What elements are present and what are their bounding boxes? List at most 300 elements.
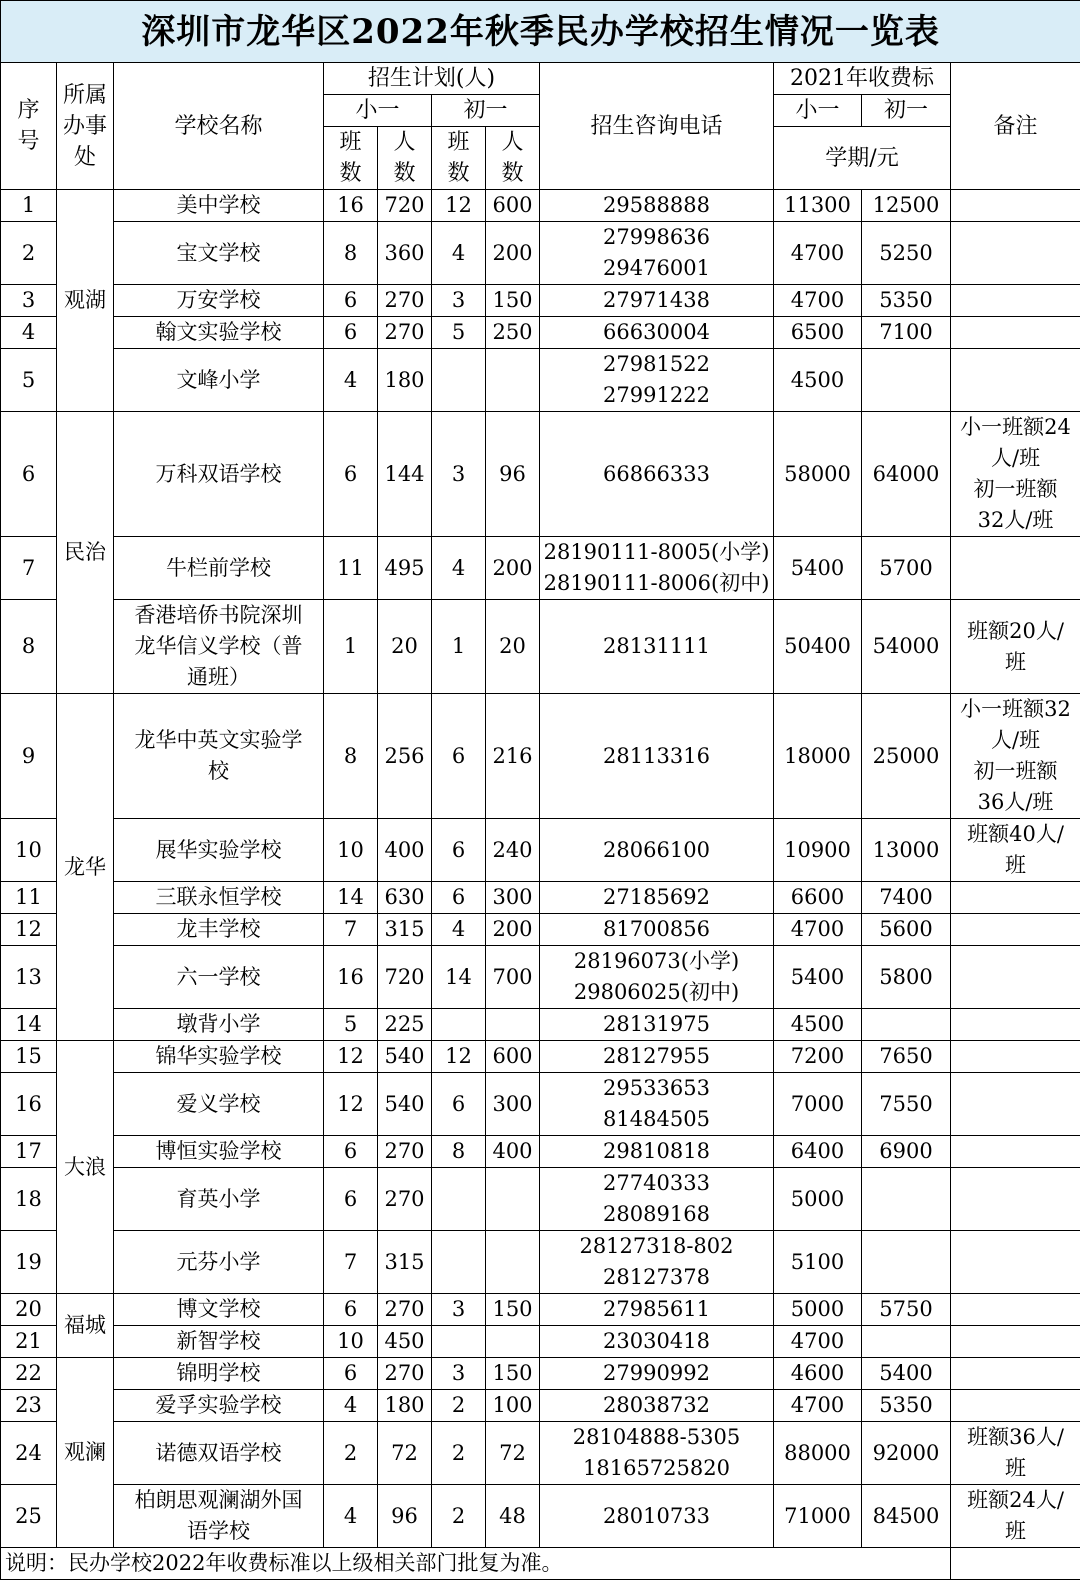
- table-row: [1, 694, 1080, 819]
- grade1-classes: 10: [324, 1326, 378, 1358]
- grade1-people: 180: [378, 1390, 432, 1422]
- phone: 27971438: [540, 285, 774, 317]
- fee-grade7: 64000: [862, 412, 951, 537]
- grade7-people: 150: [486, 285, 540, 317]
- grade1-people: 630: [378, 882, 432, 914]
- office-cell: 福城: [57, 1294, 114, 1358]
- grade7-people: 600: [486, 1041, 540, 1073]
- grade1-people: 96: [378, 1485, 432, 1548]
- header-office: 所属 办事 处: [57, 63, 114, 190]
- grade7-classes: 12: [432, 1041, 486, 1073]
- school-name: 博文学校: [114, 1294, 324, 1326]
- row-number: 24: [1, 1422, 57, 1485]
- fee-grade1: 4700: [774, 285, 862, 317]
- grade7-people: 150: [486, 1358, 540, 1390]
- header-fee-unit: 学期/元: [774, 127, 951, 190]
- grade7-classes: 3: [432, 285, 486, 317]
- grade1-classes: 6: [324, 1136, 378, 1168]
- remark: [951, 222, 1080, 285]
- phone: 27981522 27991222: [540, 349, 774, 412]
- row-number: 8: [1, 600, 57, 694]
- row-number: 3: [1, 285, 57, 317]
- remark: [951, 1390, 1080, 1422]
- phone: 27998636 29476001: [540, 222, 774, 285]
- fee-grade1: 4700: [774, 914, 862, 946]
- phone: 28038732: [540, 1390, 774, 1422]
- fee-grade7: 7550: [862, 1073, 951, 1136]
- grade1-classes: 12: [324, 1041, 378, 1073]
- header-people-grade7: 人 数: [486, 127, 540, 190]
- phone: 28066100: [540, 819, 774, 882]
- fee-grade7: 6900: [862, 1136, 951, 1168]
- page-title: 深圳市龙华区2022年秋季民办学校招生情况一览表: [1, 1, 1080, 63]
- row-number: 13: [1, 946, 57, 1009]
- grade7-people: [486, 1168, 540, 1231]
- fee-grade1: 5000: [774, 1294, 862, 1326]
- remark: [951, 946, 1080, 1009]
- remark: [951, 317, 1080, 349]
- grade1-classes: 6: [324, 1168, 378, 1231]
- phone: 28131111: [540, 600, 774, 694]
- grade7-classes: [432, 1231, 486, 1294]
- grade7-classes: 5: [432, 317, 486, 349]
- grade7-people: 200: [486, 222, 540, 285]
- grade1-people: 270: [378, 1168, 432, 1231]
- grade7-classes: 3: [432, 1358, 486, 1390]
- phone: 28010733: [540, 1485, 774, 1548]
- grade1-people: 270: [378, 1294, 432, 1326]
- fee-grade1: 11300: [774, 190, 862, 222]
- grade1-classes: 8: [324, 222, 378, 285]
- grade7-people: 700: [486, 946, 540, 1009]
- grade1-classes: 2: [324, 1422, 378, 1485]
- school-name: 翰文实验学校: [114, 317, 324, 349]
- school-name: 博恒实验学校: [114, 1136, 324, 1168]
- school-name: 爱孚实验学校: [114, 1390, 324, 1422]
- phone: 29533653 81484505: [540, 1073, 774, 1136]
- grade7-people: 600: [486, 190, 540, 222]
- school-name: 爱义学校: [114, 1073, 324, 1136]
- table-row: [1, 819, 1080, 882]
- grade1-people: 270: [378, 1136, 432, 1168]
- remark: [951, 1073, 1080, 1136]
- phone: 28113316: [540, 694, 774, 819]
- grade7-classes: 1: [432, 600, 486, 694]
- grade7-people: 72: [486, 1422, 540, 1485]
- table-row: [1, 1231, 1080, 1294]
- grade7-people: 216: [486, 694, 540, 819]
- row-number: 23: [1, 1390, 57, 1422]
- school-name: 新智学校: [114, 1326, 324, 1358]
- grade7-classes: 2: [432, 1485, 486, 1548]
- grade7-people: 20: [486, 600, 540, 694]
- fee-grade1: 4600: [774, 1358, 862, 1390]
- grade7-people: [486, 349, 540, 412]
- table-row: [1, 1422, 1080, 1485]
- phone: 81700856: [540, 914, 774, 946]
- remark: [951, 190, 1080, 222]
- school-name: 万安学校: [114, 285, 324, 317]
- school-name: 柏朗思观澜湖外国 语学校: [114, 1485, 324, 1548]
- grade7-classes: 6: [432, 819, 486, 882]
- remark: 小一班额24 人/班 初一班额 32人/班: [951, 412, 1080, 537]
- school-name: 诺德双语学校: [114, 1422, 324, 1485]
- grade1-people: 72: [378, 1422, 432, 1485]
- office-cell: 观澜: [57, 1358, 114, 1548]
- header-plan-grade1: 小一: [324, 95, 432, 127]
- row-number: 15: [1, 1041, 57, 1073]
- row-number: 7: [1, 537, 57, 600]
- office-cell: 大浪: [57, 1041, 114, 1294]
- fee-grade7: 54000: [862, 600, 951, 694]
- grade1-classes: 12: [324, 1073, 378, 1136]
- grade7-people: 300: [486, 882, 540, 914]
- phone: 27740333 28089168: [540, 1168, 774, 1231]
- grade7-people: 400: [486, 1136, 540, 1168]
- phone: 23030418: [540, 1326, 774, 1358]
- fee-grade7: [862, 349, 951, 412]
- footer-empty-cell: [951, 1548, 1080, 1580]
- fee-grade7: 12500: [862, 190, 951, 222]
- table-row: [1, 285, 1080, 317]
- remark: 班额20人/ 班: [951, 600, 1080, 694]
- grade1-classes: 16: [324, 190, 378, 222]
- grade1-classes: 11: [324, 537, 378, 600]
- row-number: 4: [1, 317, 57, 349]
- grade1-people: 20: [378, 600, 432, 694]
- school-name: 展华实验学校: [114, 819, 324, 882]
- grade7-classes: 12: [432, 190, 486, 222]
- grade1-classes: 16: [324, 946, 378, 1009]
- grade7-people: [486, 1326, 540, 1358]
- row-number: 19: [1, 1231, 57, 1294]
- fee-grade1: 4500: [774, 349, 862, 412]
- row-number: 6: [1, 412, 57, 537]
- remark: [951, 349, 1080, 412]
- remark: [951, 882, 1080, 914]
- fee-grade1: 18000: [774, 694, 862, 819]
- grade1-classes: 6: [324, 1358, 378, 1390]
- grade1-people: 400: [378, 819, 432, 882]
- fee-grade1: 6400: [774, 1136, 862, 1168]
- row-number: 16: [1, 1073, 57, 1136]
- grade7-people: 150: [486, 1294, 540, 1326]
- grade7-people: [486, 1231, 540, 1294]
- grade7-classes: 3: [432, 412, 486, 537]
- school-name: 锦明学校: [114, 1358, 324, 1390]
- grade1-classes: 7: [324, 1231, 378, 1294]
- fee-grade7: 5250: [862, 222, 951, 285]
- fee-grade7: [862, 1168, 951, 1231]
- header-classes-grade1: 班 数: [324, 127, 378, 190]
- grade1-people: 270: [378, 285, 432, 317]
- table-row: [1, 537, 1080, 600]
- fee-grade1: 5000: [774, 1168, 862, 1231]
- phone: 66866333: [540, 412, 774, 537]
- fee-grade1: 5400: [774, 946, 862, 1009]
- fee-grade1: 4700: [774, 222, 862, 285]
- phone: 28190111-8005(小学) 28190111-8006(初中): [540, 537, 774, 600]
- fee-grade7: 5700: [862, 537, 951, 600]
- grade7-classes: [432, 1009, 486, 1041]
- remark: [951, 1326, 1080, 1358]
- row-number: 22: [1, 1358, 57, 1390]
- row-number: 12: [1, 914, 57, 946]
- remark: [951, 1358, 1080, 1390]
- school-name: 香港培侨书院深圳 龙华信义学校（普 通班）: [114, 600, 324, 694]
- header-plan-grade7: 初一: [432, 95, 540, 127]
- header-phone: 招生咨询电话: [540, 63, 774, 190]
- grade7-people: 200: [486, 537, 540, 600]
- phone: 28196073(小学) 29806025(初中): [540, 946, 774, 1009]
- grade7-classes: [432, 1168, 486, 1231]
- grade1-people: 720: [378, 190, 432, 222]
- fee-grade1: 4700: [774, 1326, 862, 1358]
- school-name: 宝文学校: [114, 222, 324, 285]
- grade1-classes: 1: [324, 600, 378, 694]
- fee-grade7: 25000: [862, 694, 951, 819]
- remark: [951, 1009, 1080, 1041]
- table-row: [1, 222, 1080, 285]
- grade1-classes: 8: [324, 694, 378, 819]
- grade1-classes: 6: [324, 412, 378, 537]
- grade7-classes: 6: [432, 882, 486, 914]
- school-name: 三联永恒学校: [114, 882, 324, 914]
- grade1-classes: 6: [324, 285, 378, 317]
- grade7-classes: [432, 1326, 486, 1358]
- fee-grade1: 50400: [774, 600, 862, 694]
- fee-grade7: 5400: [862, 1358, 951, 1390]
- fee-grade7: [862, 1009, 951, 1041]
- phone: 27985611: [540, 1294, 774, 1326]
- table-row: [1, 349, 1080, 412]
- fee-grade7: 5750: [862, 1294, 951, 1326]
- grade1-people: 180: [378, 349, 432, 412]
- phone: 28127955: [540, 1041, 774, 1073]
- school-name: 龙华中英文实验学 校: [114, 694, 324, 819]
- table-row: [1, 1390, 1080, 1422]
- school-name: 牛栏前学校: [114, 537, 324, 600]
- phone: 66630004: [540, 317, 774, 349]
- grade7-people: 96: [486, 412, 540, 537]
- grade7-people: 250: [486, 317, 540, 349]
- grade1-people: 256: [378, 694, 432, 819]
- grade7-people: 100: [486, 1390, 540, 1422]
- grade7-people: 200: [486, 914, 540, 946]
- fee-grade1: 6500: [774, 317, 862, 349]
- school-name: 育英小学: [114, 1168, 324, 1231]
- school-name: 元芬小学: [114, 1231, 324, 1294]
- grade7-classes: 2: [432, 1422, 486, 1485]
- remark: 班额40人/ 班: [951, 819, 1080, 882]
- phone: 28127318-802 28127378: [540, 1231, 774, 1294]
- grade7-classes: [432, 349, 486, 412]
- remark: [951, 1041, 1080, 1073]
- school-name: 龙丰学校: [114, 914, 324, 946]
- fee-grade7: 5600: [862, 914, 951, 946]
- school-name: 锦华实验学校: [114, 1041, 324, 1073]
- remark: [951, 1136, 1080, 1168]
- row-number: 5: [1, 349, 57, 412]
- row-number: 1: [1, 190, 57, 222]
- fee-grade1: 7000: [774, 1073, 862, 1136]
- fee-grade1: 4700: [774, 1390, 862, 1422]
- fee-grade1: 58000: [774, 412, 862, 537]
- grade1-people: 495: [378, 537, 432, 600]
- grade1-classes: 5: [324, 1009, 378, 1041]
- school-name: 六一学校: [114, 946, 324, 1009]
- row-number: 20: [1, 1294, 57, 1326]
- grade7-people: 48: [486, 1485, 540, 1548]
- grade1-people: 270: [378, 317, 432, 349]
- fee-grade1: 71000: [774, 1485, 862, 1548]
- header-seq: 序 号: [1, 63, 57, 190]
- table-row: [1, 914, 1080, 946]
- remark: [951, 1168, 1080, 1231]
- fee-grade1: 4500: [774, 1009, 862, 1041]
- grade1-people: 540: [378, 1041, 432, 1073]
- fee-grade7: 13000: [862, 819, 951, 882]
- fee-grade1: 7200: [774, 1041, 862, 1073]
- fee-grade7: 5350: [862, 1390, 951, 1422]
- table-row: [1, 1326, 1080, 1358]
- fee-grade1: 6600: [774, 882, 862, 914]
- grade1-people: 540: [378, 1073, 432, 1136]
- phone: 29810818: [540, 1136, 774, 1168]
- fee-grade7: 5800: [862, 946, 951, 1009]
- row-number: 2: [1, 222, 57, 285]
- table-row: [1, 190, 1080, 222]
- grade7-classes: 4: [432, 914, 486, 946]
- office-cell: 观湖: [57, 190, 114, 412]
- fee-grade7: 7100: [862, 317, 951, 349]
- grade7-classes: 2: [432, 1390, 486, 1422]
- table-row: [1, 1009, 1080, 1041]
- grade1-people: 315: [378, 914, 432, 946]
- table-row: [1, 317, 1080, 349]
- grade7-people: 300: [486, 1073, 540, 1136]
- header-fee-grade1: 小一: [774, 95, 862, 127]
- grade1-people: 270: [378, 1358, 432, 1390]
- remark: [951, 537, 1080, 600]
- fee-grade7: 92000: [862, 1422, 951, 1485]
- grade7-classes: 6: [432, 694, 486, 819]
- header-school: 学校名称: [114, 63, 324, 190]
- fee-grade7: [862, 1326, 951, 1358]
- row-number: 11: [1, 882, 57, 914]
- phone: 29588888: [540, 190, 774, 222]
- grade1-classes: 7: [324, 914, 378, 946]
- table-row: [1, 1041, 1080, 1073]
- header-plan: 招生计划(人): [324, 63, 540, 95]
- header-classes-grade7: 班 数: [432, 127, 486, 190]
- grade1-classes: 6: [324, 1294, 378, 1326]
- phone: 27990992: [540, 1358, 774, 1390]
- grade1-classes: 10: [324, 819, 378, 882]
- grade7-classes: 14: [432, 946, 486, 1009]
- remark: [951, 1231, 1080, 1294]
- remark: [951, 1294, 1080, 1326]
- grade1-people: 144: [378, 412, 432, 537]
- table-row: [1, 600, 1080, 694]
- grade7-classes: 4: [432, 537, 486, 600]
- row-number: 14: [1, 1009, 57, 1041]
- grade1-classes: 4: [324, 1390, 378, 1422]
- fee-grade1: 5400: [774, 537, 862, 600]
- office-cell: 民治: [57, 412, 114, 694]
- grade1-classes: 4: [324, 1485, 378, 1548]
- grade1-people: 720: [378, 946, 432, 1009]
- remark: 班额36人/ 班: [951, 1422, 1080, 1485]
- row-number: 10: [1, 819, 57, 882]
- table-row: [1, 882, 1080, 914]
- school-name: 万科双语学校: [114, 412, 324, 537]
- remark: [951, 914, 1080, 946]
- row-number: 25: [1, 1485, 57, 1548]
- fee-grade1: 10900: [774, 819, 862, 882]
- fee-grade7: 7650: [862, 1041, 951, 1073]
- school-name: 墩背小学: [114, 1009, 324, 1041]
- header-people-grade1: 人 数: [378, 127, 432, 190]
- table-row: [1, 1485, 1080, 1548]
- grade1-people: 450: [378, 1326, 432, 1358]
- footer-note: 说明：民办学校2022年收费标准以上级相关部门批复为准。: [1, 1548, 951, 1580]
- grade7-classes: 6: [432, 1073, 486, 1136]
- table-row: [1, 946, 1080, 1009]
- grade7-people: [486, 1009, 540, 1041]
- grade1-people: 225: [378, 1009, 432, 1041]
- table-row: [1, 1136, 1080, 1168]
- row-number: 18: [1, 1168, 57, 1231]
- fee-grade1: 5100: [774, 1231, 862, 1294]
- grade7-classes: 4: [432, 222, 486, 285]
- table-row: [1, 1073, 1080, 1136]
- row-number: 9: [1, 694, 57, 819]
- fee-grade7: 84500: [862, 1485, 951, 1548]
- header-remark: 备注: [951, 63, 1080, 190]
- row-number: 21: [1, 1326, 57, 1358]
- phone: 27185692: [540, 882, 774, 914]
- table-row: [1, 1358, 1080, 1390]
- fee-grade1: 88000: [774, 1422, 862, 1485]
- grade7-classes: 3: [432, 1294, 486, 1326]
- phone: 28131975: [540, 1009, 774, 1041]
- fee-grade7: 5350: [862, 285, 951, 317]
- row-number: 17: [1, 1136, 57, 1168]
- grade7-classes: 8: [432, 1136, 486, 1168]
- table-row: [1, 1294, 1080, 1326]
- grade1-classes: 14: [324, 882, 378, 914]
- table-row: [1, 1168, 1080, 1231]
- header-fee-grade7: 初一: [862, 95, 951, 127]
- office-cell: 龙华: [57, 694, 114, 1041]
- phone: 28104888-5305 18165725820: [540, 1422, 774, 1485]
- grade1-people: 315: [378, 1231, 432, 1294]
- remark: 小一班额32 人/班 初一班额 36人/班: [951, 694, 1080, 819]
- fee-grade7: [862, 1231, 951, 1294]
- header-fee-title: 2021年收费标: [774, 63, 951, 95]
- remark: [951, 285, 1080, 317]
- grade1-people: 360: [378, 222, 432, 285]
- fee-grade7: 7400: [862, 882, 951, 914]
- remark: 班额24人/ 班: [951, 1485, 1080, 1548]
- table-row: [1, 412, 1080, 537]
- school-name: 文峰小学: [114, 349, 324, 412]
- school-name: 美中学校: [114, 190, 324, 222]
- grade1-classes: 4: [324, 349, 378, 412]
- grade1-classes: 6: [324, 317, 378, 349]
- grade7-people: 240: [486, 819, 540, 882]
